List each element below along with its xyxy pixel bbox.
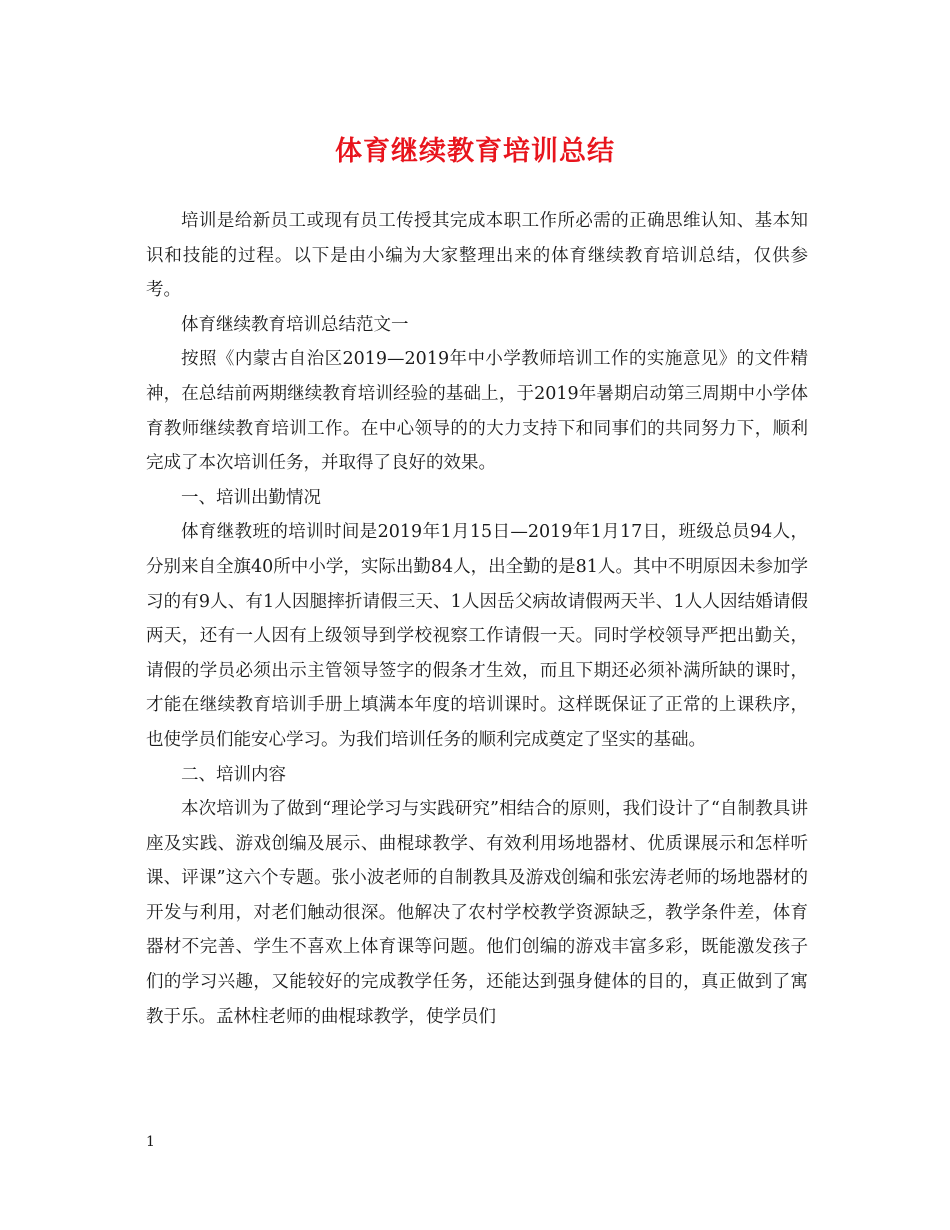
paragraph-content: 本次培训为了做到“理论学习与实践研究”相结合的原则，我们设计了“自制教具讲座及实践、游戏创编及展示、曲棍球教学、有效利用场地器材、优质课展示和怎样听课、评课”这六个专题。张小波老师的自制教具及游戏创编和张宏涛老师的场地器材的开发与利用，对老们触动很深。他解决了农村学校教学资源缺乏，教学条件差，体育器材不完善、学生不喜欢上体育课等问题。他们创编的游戏丰富多彩，既能激发孩子们的学习兴趣，又能较好的完成教学任务，还能达到强身健体的目的，真正做到了寓教于乐。孟林柱老师的曲棍球教学，使学员们 <box>146 799 808 1027</box>
document-body <box>146 204 808 1034</box>
page-number: 1 <box>146 1134 155 1150</box>
paragraph-attendance: 体育继教班的培训时间是2019年1月15日—2019年1月17日，班级总员94人，分别来自全旗40所中小学，实际出勤84人，出全勤的是81人。其中不明原因未参加学习的有9人、有1人因腿摔折请假三天、1人因岳父病故请假两天半、1人人因结婚请假两天，还有一人因有上级领导到学校视察工作请假一天。同时学校领导严把出勤关，请假的学员必须出示主管领导签字的假条才生效，而且下期还必须补满所缺的课时，才能在继续教育培训手册上填满本年度的培训课时。这样既保证了正常的上课秩序，也使学员们能安心学习。为我们培训任务的顺利完成奠定了坚实的基础。 <box>146 522 808 750</box>
section-heading-sample-one: 体育继续教育培训总结范文一 <box>181 314 409 335</box>
document-title: 体育继续教育培训总结 <box>335 136 615 167</box>
paragraph-intro: 培训是给新员工或现有员工传授其完成本职工作所必需的正确思维认知、基本知识和技能的过程。以下是由小编为大家整理出来的体育继续教育培训总结，仅供参考。 <box>146 211 808 301</box>
paragraph-background: 按照《内蒙古自治区2019—2019年中小学教师培训工作的实施意见》的文件精神，在总结前两期继续教育培训经验的基础上，于2019年暑期启动第三周期中小学体育教师继续教育培训工作。在中心领导的的大力支持下和同事们的共同努力下，顺利完成了本次培训任务，并取得了良好的效果。 <box>146 349 808 474</box>
section-heading-content: 二、培训内容 <box>181 764 286 785</box>
section-heading-attendance: 一、培训出勤情况 <box>181 487 321 508</box>
